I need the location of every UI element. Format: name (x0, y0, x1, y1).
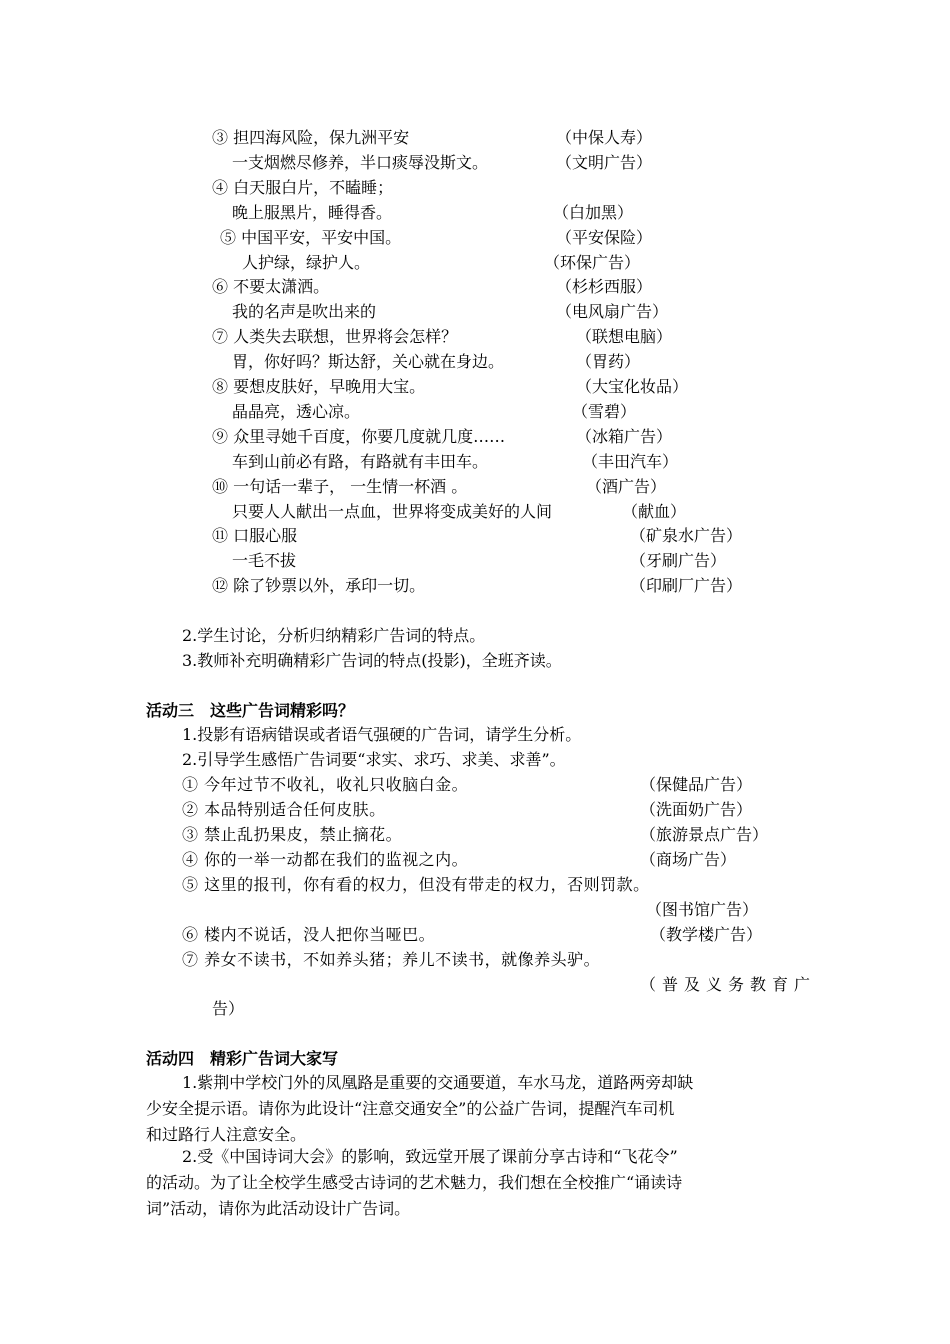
ad-text: ⑥ 不要太潇洒。 (212, 277, 330, 296)
activity-4-task-2 (146, 1144, 806, 1222)
ad-text: ⑩ 一句话一辈子， 一生情一杯酒 。 (212, 477, 468, 496)
ad-text: 人护绿，绿护人。 (242, 253, 371, 272)
ad-text: ① 今年过节不收礼，收礼只收脑白金。 (182, 775, 469, 794)
ad-source: （白加黑） (553, 203, 634, 222)
paragraph-line: 和过路行人注意安全。 (146, 1125, 307, 1144)
ad-text: ⑦ 养女不读书，不如养头猪；养儿不读书，就像养头驴。 (182, 950, 601, 969)
ad-text: 我的名声是吹出来的 (232, 302, 377, 321)
ad-source: （商场广告） (640, 850, 737, 869)
ad-text: 胃，你好吗？斯达舒，关心就在身边。 (232, 352, 505, 371)
ad-text: ③ 担四海风险，保九洲平安 (212, 128, 410, 147)
ad-source: （印刷厂广告） (630, 576, 743, 595)
paragraph-line: 2.受《中国诗词大会》的影响，致远堂开展了课前分享古诗和“飞花令” (182, 1147, 678, 1166)
ad-source: （环保广告） (544, 253, 641, 272)
ad-source: （杉杉西服） (556, 277, 653, 296)
activity-4-title: 活动四 精彩广告词大家写 (146, 1049, 339, 1068)
paragraph-line: 的活动。为了让全校学生感受古诗词的艺术魅力，我们想在全校推广“诵读诗 (146, 1173, 683, 1192)
ad-text: ⑥ 楼内不说话，没人把你当哑巴。 (182, 925, 436, 944)
ad-source: （洗面奶广告） (640, 800, 753, 819)
paragraph-line: 1.紫荆中学校门外的凤凰路是重要的交通要道，车水马龙，道路两旁却缺 (182, 1073, 694, 1092)
ad-source: （普及义务教育广 (640, 975, 817, 994)
ad-text: 只要人人献出一点血，世界将变成美好的人间 (232, 502, 553, 521)
ad-text: ④ 白天服白片，不瞌睡； (212, 178, 394, 197)
activity-3-step: 2.引导学生感悟广告词要“求实、求巧、求美、求善”。 (182, 750, 566, 769)
ad-source: （中保人寿） (556, 128, 653, 147)
ad-text: 一毛不拔 (232, 551, 297, 570)
ad-source: （平安保险） (556, 228, 653, 247)
ad-text: 晶晶亮，透心凉。 (232, 402, 361, 421)
ad-text: ⑤ 这里的报刊，你有看的权力，但没有带走的权力，否则罚款。 (182, 875, 650, 894)
ad-source: （联想电脑） (576, 327, 673, 346)
ad-text: ⑪ 口服心服 (212, 526, 298, 545)
ad-source: （矿泉水广告） (630, 526, 743, 545)
ad-text: ④ 你的一举一动都在我们的监视之内。 (182, 850, 469, 869)
step-discussion: 2.学生讨论，分析归纳精彩广告词的特点。 (182, 626, 486, 645)
activity-3-step: 1.投影有语病错误或者语气强硬的广告词，请学生分析。 (182, 725, 582, 744)
ad-text: 一支烟燃尽修养，半口痰辱没斯文。 (232, 153, 489, 172)
ad-text: 车到山前必有路，有路就有丰田车。 (232, 452, 489, 471)
paragraph-line: 少安全提示语。请你为此设计“注意交通安全”的公益广告词，提醒汽车司机 (146, 1099, 675, 1118)
ad-source: （丰田汽车） (582, 452, 679, 471)
ad-text: ⑧ 要想皮肤好，早晚用大宝。 (212, 377, 426, 396)
ad-text: ⑦ 人类失去联想，世界将会怎样？ (212, 327, 458, 346)
ad-text: 告） (212, 999, 245, 1018)
paragraph-line: 词”活动，请你为此活动设计广告词。 (146, 1199, 411, 1218)
ad-text: 晚上服黑片，睡得香。 (232, 203, 393, 222)
ad-source: （胃药） (576, 352, 641, 371)
ad-text: ⑨ 众里寻她千百度，你要几度就几度…… (212, 427, 506, 446)
step-teacher-summary: 3.教师补充明确精彩广告词的特点(投影)，全班齐读。 (182, 651, 562, 670)
ad-source: （雪碧） (572, 402, 637, 421)
ad-text: ⑫ 除了钞票以外，承印一切。 (212, 576, 426, 595)
activity-3-title: 活动三 这些广告词精彩吗？ (146, 701, 355, 720)
ad-source: （电风扇广告） (556, 302, 669, 321)
ad-source: （保健品广告） (640, 775, 753, 794)
ad-source: （大宝化妆品） (576, 377, 689, 396)
ad-text: ⑤ 中国平安，平安中国。 (220, 228, 402, 247)
ad-source: （献血） (622, 502, 687, 521)
ad-source: （图书馆广告） (646, 900, 759, 919)
activity-4-task-1 (146, 1070, 806, 1148)
ad-source: （文明广告） (556, 153, 653, 172)
ad-source: （教学楼广告） (650, 925, 763, 944)
ad-source: （旅游景点广告） (640, 825, 769, 844)
ad-source: （牙刷广告） (630, 551, 727, 570)
ad-text: ③ 禁止乱扔果皮，禁止摘花。 (182, 825, 403, 844)
ad-text: ② 本品特别适合任何皮肤。 (182, 800, 386, 819)
ad-source: （冰箱广告） (576, 427, 673, 446)
ad-source: （酒广告） (586, 477, 667, 496)
